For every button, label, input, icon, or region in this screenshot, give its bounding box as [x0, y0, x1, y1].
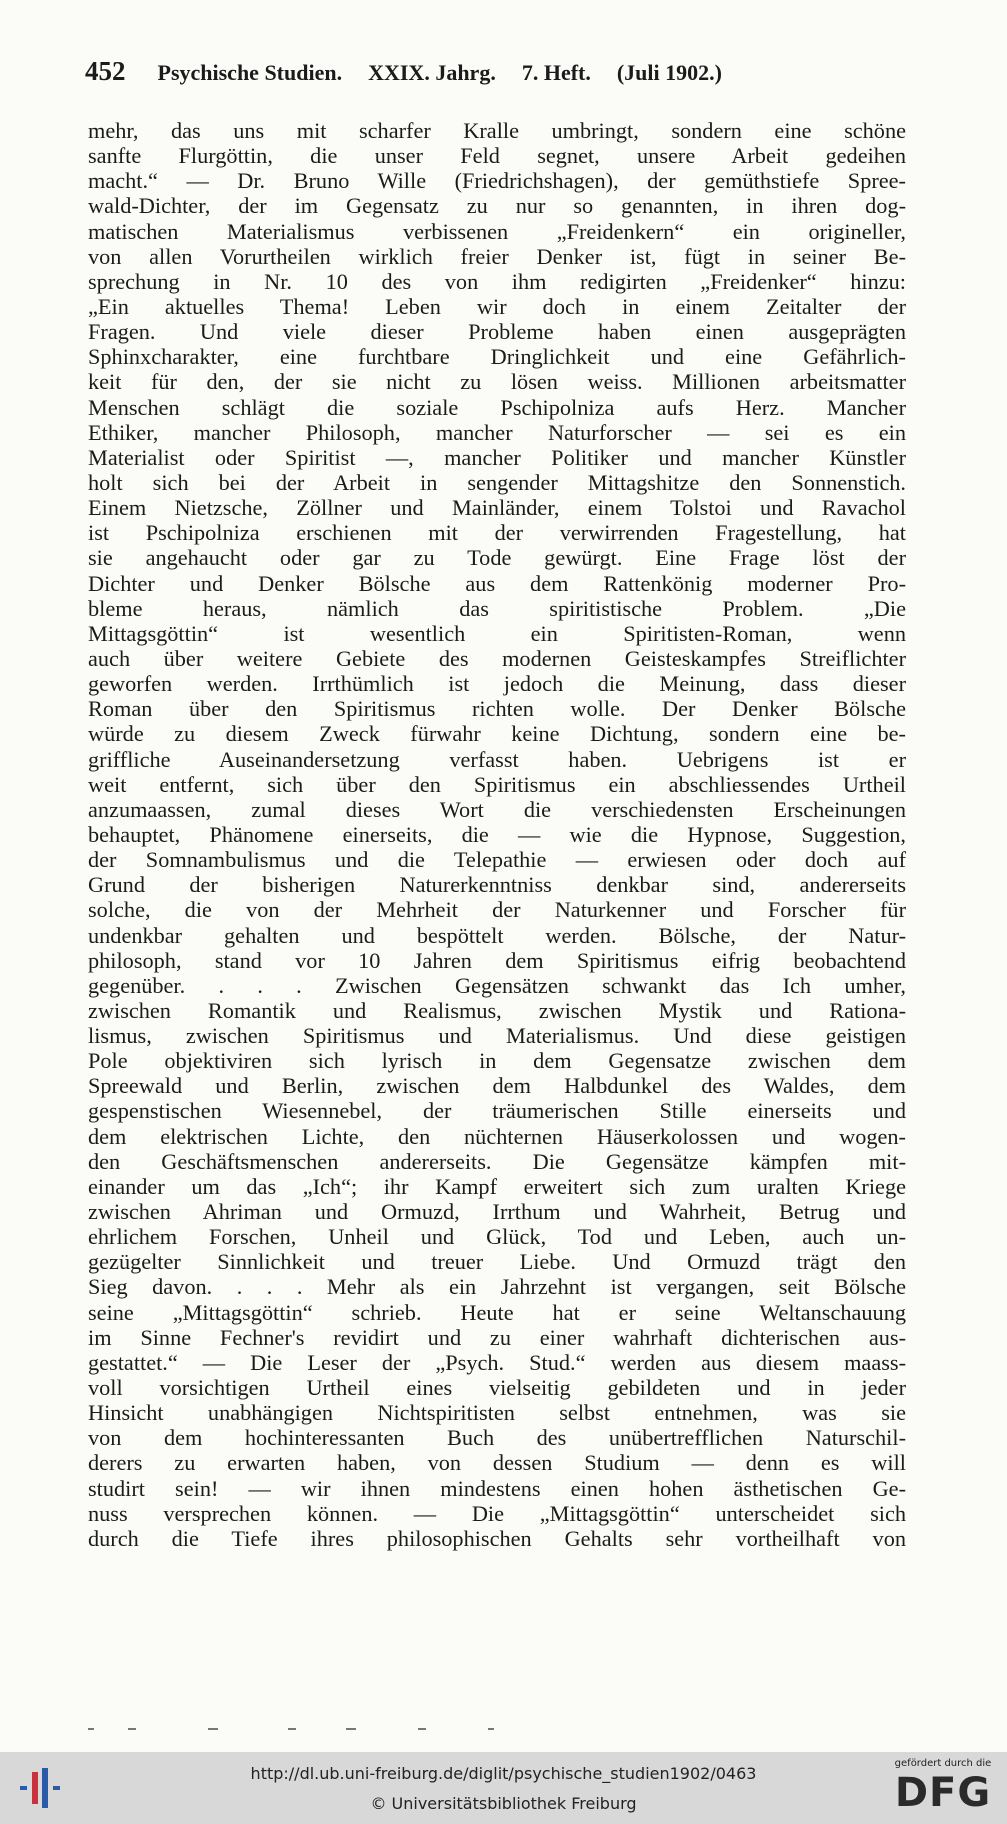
text-line: Hinsicht unabhängigen Nichtspiritisten selbst entnehmen, was sie [88, 1400, 906, 1426]
page-header [85, 56, 905, 96]
date-info: (Juli 1902.) [616, 60, 722, 85]
text-line: ist Pschipolniza erschienen mit der verwirrenden Fragestellung, hat [88, 520, 906, 546]
text-line: Sieg davon. . . . Mehr als ein Jahrzehnt ist vergangen, seit Bölsche [88, 1274, 906, 1300]
page-number: 452 [85, 56, 126, 86]
text-line: Roman über den Spiritismus richten wolle. Der Denker Bölsche [88, 696, 906, 722]
text-line: matischen Materialismus verbissenen „Freidenkern“ ein origineller, [88, 218, 906, 244]
text-line: griffliche Auseinandersetzung verfasst haben. Uebrigens ist er [88, 746, 906, 772]
text-line: lismus, zwischen Spiritismus und Materialismus. Und diese geistigen [88, 1023, 906, 1049]
footer-bar [0, 1752, 1007, 1824]
text-line: „Ein aktuelles Thema! Leben wir doch in einem Zeitalter der [88, 293, 906, 319]
text-line: würde zu diesem Zweck fürwahr keine Dichtung, sondern eine be- [88, 721, 906, 747]
text-line: mehr, das uns mit scharfer Kralle umbringt, sondern eine schöne [88, 118, 906, 143]
text-line: der Somnambulismus und die Telepathie — erwiesen oder doch auf [88, 847, 906, 873]
journal-title: Psychische Studien. [157, 60, 343, 85]
dfg-sponsor [888, 1758, 998, 1820]
text-line: Ethiker, mancher Philosoph, mancher Naturforscher — sei es ein [88, 419, 906, 445]
text-line: gestattet.“ — Die Leser der „Psych. Stud.“ werden aus diesem maass- [88, 1349, 906, 1375]
text-line: Menschen schlägt die soziale Pschipolniza aufs Herz. Mancher [88, 394, 906, 420]
text-line: zwischen Ahriman und Ormuzd, Irrthum und Wahrheit, Betrug und [88, 1199, 906, 1225]
text-line: Grund der bisherigen Naturerkenntniss denkbar sind, andererseits [88, 872, 906, 898]
text-line: Pole objektiviren sich lyrisch in dem Gegensatze zwischen dem [88, 1048, 906, 1074]
text-line: gezügelter Sinnlichkeit und treuer Liebe. Und Ormuzd trägt den [88, 1249, 906, 1275]
text-line: ehrlichem Forschen, Unheil und Glück, Tod und Leben, auch un- [88, 1224, 906, 1250]
body-text [88, 118, 906, 1551]
text-line: keit für den, der sie nicht zu lösen weiss. Millionen arbeitsmatter [88, 369, 906, 395]
text-line: undenkbar gehalten und bespöttelt werden. Bölsche, der Natur- [88, 922, 906, 948]
volume-info: XXIX. Jahrg. [368, 60, 496, 85]
text-line: seine „Mittagsgöttin“ schrieb. Heute hat er seine Weltanschauung [88, 1299, 906, 1325]
text-line: gespenstischen Wiesennebel, der träumerischen Stille einerseits und [88, 1098, 906, 1124]
source-url[interactable]: http://dl.ub.uni-freiburg.de/diglit/psychische_studien1902/0463 [250, 1764, 757, 1783]
text-line: behauptet, Phänomene einerseits, die — wie die Hypnose, Suggestion, [88, 821, 906, 847]
text-line: studirt sein! — wir ihnen mindestens einen hohen ästhetischen Ge- [88, 1475, 906, 1501]
sponsor-caption: gefördert durch die [894, 1758, 992, 1769]
text-line: wald-Dichter, der im Gegensatz zu nur so genannten, in ihren dog- [88, 193, 906, 219]
text-line: gegenüber. . . . Zwischen Gegensätzen schwankt das Ich umher, [88, 972, 906, 998]
text-line: auch über weitere Gebiete des modernen Geisteskampfes Streiflichter [88, 645, 906, 671]
text-line: Materialist oder Spiritist —, mancher Politiker und mancher Künstler [88, 444, 906, 470]
text-line: nuss versprechen können. — Die „Mittagsgöttin“ unterscheidet sich [88, 1500, 906, 1526]
text-line: dem elektrischen Lichte, den nüchternen Häuserkolossen und wogen- [88, 1123, 906, 1149]
issue-info: 7. Heft. [521, 60, 591, 85]
text-line: Sphinxcharakter, eine furchtbare Dringlichkeit und eine Gefährlich- [88, 344, 906, 370]
text-line: sprechung in Nr. 10 des von ihm redigirten „Freidenker“ hinzu: [88, 268, 906, 294]
text-line: philosoph, stand vor 10 Jahren dem Spiritismus eifrig beobachtend [88, 947, 906, 973]
text-line: bleme heraus, nämlich das spiritistische Problem. „Die [88, 595, 906, 621]
text-line: im Sinne Fechner's revidirt und zu einer wahrhaft dichterischen aus- [88, 1324, 906, 1350]
dfg-logo: DFG [894, 1770, 992, 1816]
text-line: voll vorsichtigen Urtheil eines vielseitig gebildeten und in jeder [88, 1375, 906, 1401]
text-line: den Geschäftsmenschen andererseits. Die Gegensätze kämpfen mit- [88, 1148, 906, 1174]
text-line: durch die Tiefe ihres philosophischen Gehalts sehr vortheilhaft von [88, 1525, 906, 1551]
text-line: von dem hochinteressanten Buch des unübertrefflichen Naturschil- [88, 1425, 906, 1451]
text-line: solche, die von der Mehrheit der Naturkenner und Forscher für [88, 897, 906, 923]
text-line: Fragen. Und viele dieser Probleme haben einen ausgeprägten [88, 319, 906, 345]
text-line: Dichter und Denker Bölsche aus dem Rattenkönig moderner Pro- [88, 570, 906, 596]
text-line: holt sich bei der Arbeit in sengender Mittagshitze den Sonnenstich. [88, 469, 906, 495]
text-line: Mittagsgöttin“ ist wesentlich ein Spiritisten-Roman, wenn [88, 620, 906, 646]
scan-artifact-marks [88, 1726, 508, 1732]
text-line: sie angehaucht oder gar zu Tode gewürgt. Eine Frage löst der [88, 545, 906, 571]
copyright-notice: © Universitätsbibliothek Freiburg [370, 1794, 637, 1813]
text-line: anzumaassen, zumal dieses Wort die verschiedensten Erscheinungen [88, 796, 906, 822]
text-line: macht.“ — Dr. Bruno Wille (Friedrichshagen), der gemüthstiefe Spree- [88, 168, 906, 194]
text-line: Einem Nietzsche, Zöllner und Mainländer, einem Tolstoi und Ravachol [88, 495, 906, 521]
text-line: geworfen werden. Irrthümlich ist jedoch die Meinung, dass dieser [88, 671, 906, 697]
text-line: Spreewald und Berlin, zwischen dem Halbdunkel des Waldes, dem [88, 1073, 906, 1099]
text-line: von allen Vorurtheilen wirklich freier Denker ist, fügt in seiner Be- [88, 243, 906, 269]
text-line: derers zu erwarten haben, von dessen Studium — denn es will [88, 1450, 906, 1476]
text-line: einander um das „Ich“; ihr Kampf erweitert sich zum uralten Kriege [88, 1173, 906, 1199]
text-line: zwischen Romantik und Realismus, zwischen Mystik und Rationa- [88, 997, 906, 1023]
text-line: weit entfernt, sich über den Spiritismus ein abschliessendes Urtheil [88, 771, 906, 797]
text-line: sanfte Flurgöttin, die unser Feld segnet, unsere Arbeit gedeihen [88, 143, 906, 169]
